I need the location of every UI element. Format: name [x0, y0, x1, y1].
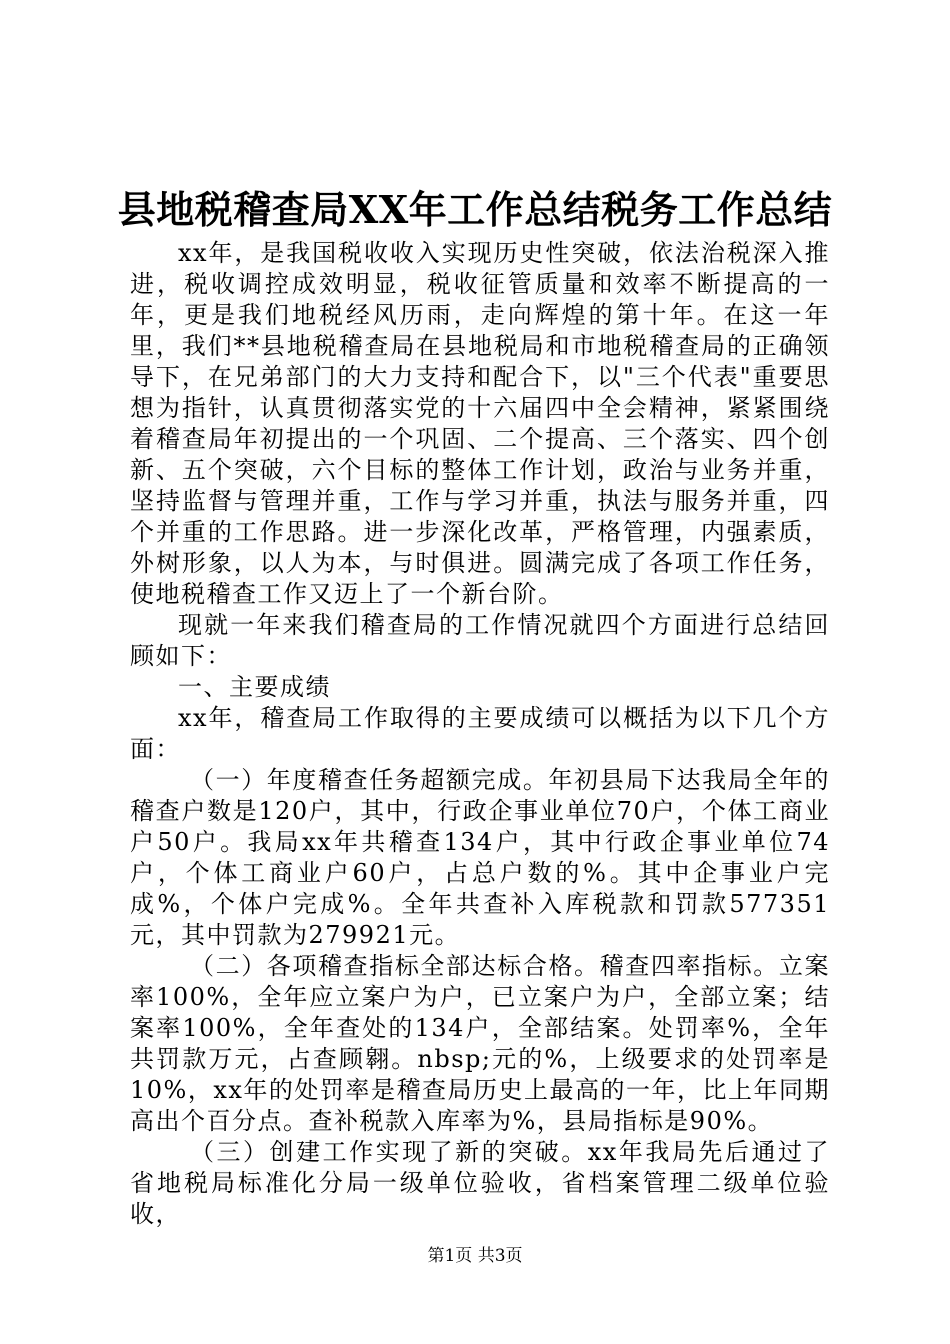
- paragraph-item-2: （二）各项稽查指标全部达标合格。稽查四率指标。立案率100%，全年应立案户为户，已立案户为户，全部立案；结案率100%，全年查处的134户，全部结案。处罚率%，全年共罚款万元，占查顾翱。nbsp;元的%，上级要求的处罚率是10%，xx年的处罚率是稽查局历史上最高的一年，比上年同期高出个百分点。查补税款入库率为%，县局指标是90%。: [130, 952, 830, 1135]
- document-body: [130, 238, 830, 1230]
- document-title: 县地税稽查局XX年工作总结税务工作总结: [117, 187, 833, 232]
- page-number: 第1页 共3页: [427, 1246, 523, 1266]
- paragraph-item-3: （三）创建工作实现了新的突破。xx年我局先后通过了省地税局标准化分局一级单位验收，省档案管理二级单位验收，: [130, 1138, 830, 1228]
- paragraph-overview: 现就一年来我们稽查局的工作情况就四个方面进行总结回顾如下：: [130, 611, 830, 670]
- paragraph-intro: xx年，是我国税收收入实现历史性突破，依法治税深入推进，税收调控成效明显，税收征管质量和效率不断提高的一年，更是我们地税经风历雨，走向辉煌的第十年。在这一年里，我们**县地税稽查局在县地税局和市地税稽查局的正确领导下，在兄弟部门的大力支持和配合下，以"三个代表"重要思想为指针，认真贯彻落实党的十六届四中全会精神，紧紧围绕着稽查局年初提出的一个巩固、二个提高、三个落实、四个创新、五个突破，六个目标的整体工作计划，政治与业务并重，坚持监督与管理并重，工作与学习并重，执法与服务并重，四个并重的工作思路。进一步深化改革，严格管理，内强素质，外树形象，以人为本，与时俱进。圆满完成了各项工作任务，使地税稽查工作又迈上了一个新台阶。: [130, 239, 830, 608]
- paragraph-item-1: （一）年度稽查任务超额完成。年初县局下达我局全年的稽查户数是120户，其中，行政企事业单位70户，个体工商业户50户。我局xx年共稽查134户，其中行政企事业单位74户，个体工商业户60户，占总户数的%。其中企事业户完成%，个体户完成%。全年共查补入库税款和罚款577351元，其中罚款为279921元。: [130, 766, 830, 949]
- section-heading-main-achievements: 一、主要成绩: [178, 673, 331, 701]
- paragraph-achievements-intro: xx年，稽查局工作取得的主要成绩可以概括为以下几个方面：: [130, 704, 830, 763]
